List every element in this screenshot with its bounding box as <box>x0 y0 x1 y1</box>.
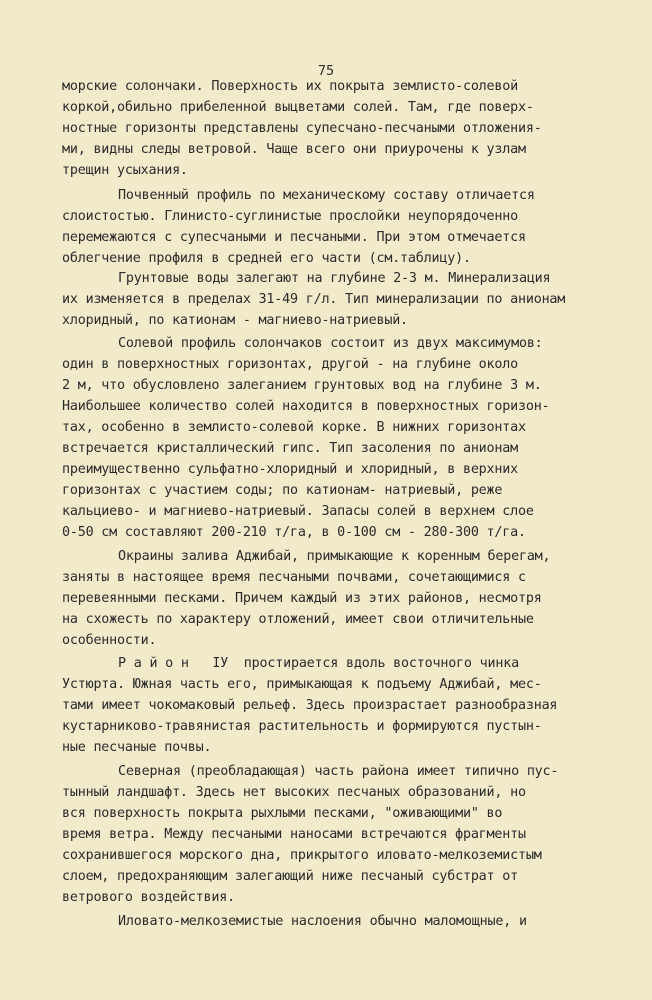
text-line: ностные горизонты представлены супесчано-песчаными отложения- <box>62 121 542 136</box>
text-line: на схожесть по характеру отложений, имеет свои отличительные <box>62 612 534 627</box>
text-line: преимущественно сульфатно-хлоридный и хлоридный, в верхних <box>62 462 518 477</box>
text-line: 2 м, что обусловлено залеганием грунтовых вод на глубине 3 м. <box>62 378 542 393</box>
text-line: особенности. <box>62 633 157 648</box>
text-line: один в поверхностных горизонтах, другой - на глубине около <box>62 357 518 372</box>
text-line: тами имеет чокомаковый рельеф. Здесь произрастает разнообразная <box>62 698 558 713</box>
text-line: слоистостью. Глинисто-суглинистые прослойки неупорядоченно <box>62 209 518 224</box>
text-line: Иловато-мелкоземистые наслоения обычно маломощные, и <box>118 914 527 929</box>
text-line: горизонтах с участием соды; по катионам- натриевый, реже <box>62 483 503 498</box>
text-line: перевеянными песками. Причем каждый из этих районов, несмотря <box>62 591 542 606</box>
text-line: сохранившегося морского дна, прикрытого иловато-мелкоземистым <box>62 848 542 863</box>
text-line: вся поверхность покрыта рыхлыми песками, "оживающими" во <box>62 806 503 821</box>
text-line: Р а й о н IУ простирается вдоль восточного чинка <box>118 656 519 671</box>
text-line: Окраины залива Аджибай, примыкающие к коренным берегам, <box>118 549 551 564</box>
text-line: кальциево- и магниево-натриевый. Запасы солей в верхнем слое <box>62 504 534 519</box>
text-line: Грунтовые воды залегают на глубине 2-3 м. Минерализация <box>118 271 551 286</box>
text-line: кустарниково-травянистая растительность и формируются пустын- <box>62 719 542 734</box>
text-line: их изменяется в пределах 31-49 г/л. Тип минерализации по анионам <box>62 292 566 307</box>
page-number: 75 <box>317 63 335 79</box>
text-line: 0-50 см составляют 200-210 т/га, в 0-100 см - 280-300 т/га. <box>62 525 526 540</box>
text-line: облегчение профиля в средней его части (см.таблицу). <box>62 251 471 266</box>
text-line: коркой,обильно прибеленной выцветами солей. Там, где поверх- <box>62 100 534 115</box>
text-line: слоем, предохраняющим залегающий ниже песчаный субстрат от <box>62 869 518 884</box>
text-line: Устюрта. Южная часть его, примыкающая к подъему Аджибай, мес- <box>62 677 542 692</box>
text-line: хлоридный, по катионам - магниево-натриевый. <box>62 313 408 328</box>
text-line: встречается кристаллический гипс. Тип засоления по анионам <box>62 441 518 456</box>
text-line: время ветра. Между песчаными наносами встречаются фрагменты <box>62 827 526 842</box>
text-line: заняты в настоящее время песчаными почвами, сочетающимися с <box>62 570 526 585</box>
text-line: перемежаются с супесчаными и песчаными. При этом отмечается <box>62 230 526 245</box>
text-line: тынный ландшафт. Здесь нет высоких песчаных образований, но <box>62 785 526 800</box>
text-line: тах, особенно в землисто-солевой корке. В нижних горизонтах <box>62 420 526 435</box>
text-line: ми, видны следы ветровой. Чаще всего они приурочены к узлам <box>62 142 526 157</box>
text-line: морские солончаки. Поверхность их покрыта землисто-солевой <box>62 79 518 94</box>
text-line: ные песчаные почвы. <box>62 740 212 755</box>
text-line: Солевой профиль солончаков состоит из двух максимумов: <box>118 336 543 351</box>
text-line: Почвенный профиль по механическому составу отличается <box>118 188 535 203</box>
text-line: Наибольшее количество солей находится в поверхностных горизон- <box>62 399 550 414</box>
text-line: ветрового воздействия. <box>62 890 235 905</box>
text-line: Северная (преобладающая) часть района имеет типично пус- <box>118 764 559 779</box>
text-line: трещин усыхания. <box>62 163 188 178</box>
